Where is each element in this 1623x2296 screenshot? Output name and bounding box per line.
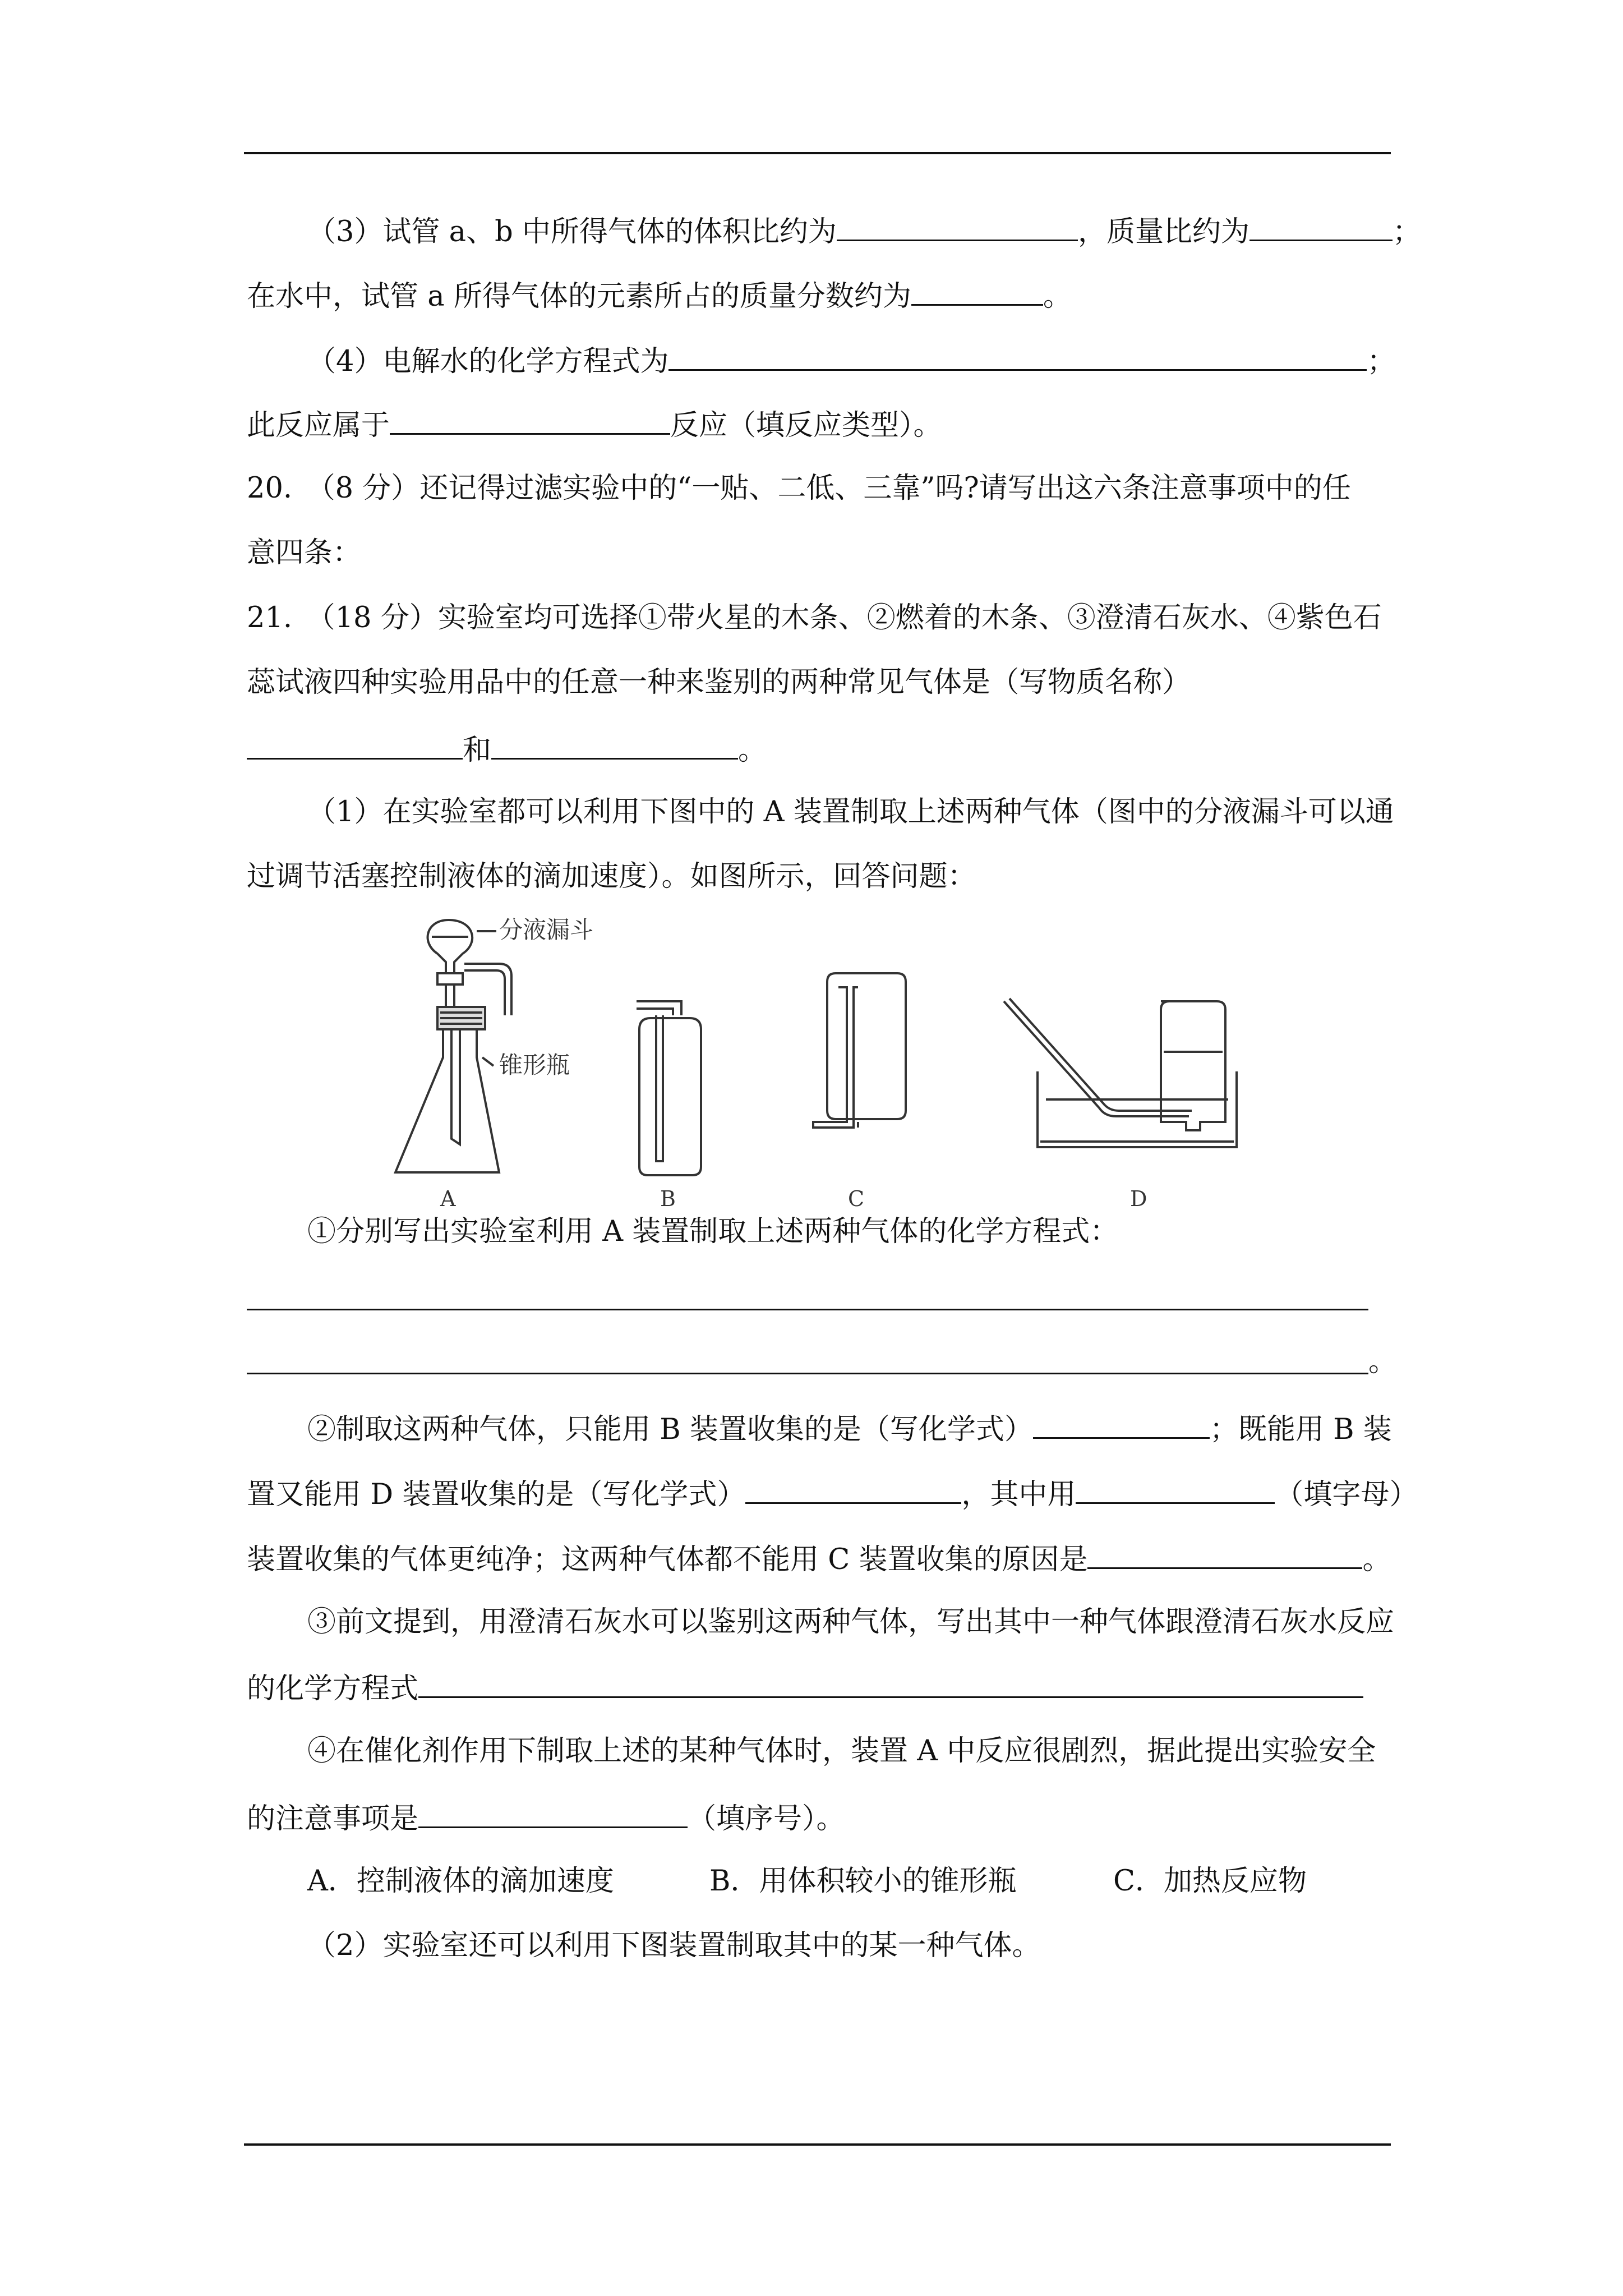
q19-4-line1 — [307, 344, 1395, 376]
sub2-text2: 置又能用 D 装置收集的是（写化学式） — [247, 1478, 746, 1511]
sub2-text1: ②制取这两种气体，只能用 B 装置收集的是（写化学式） — [307, 1413, 1033, 1446]
sub2-text1-mid: ；既能用 B 装 — [1209, 1413, 1392, 1446]
q21-part1-line1: （1）在实验室都可以利用下图中的 A 装置制取上述两种气体（图中的分液漏斗可以通 — [307, 795, 1394, 829]
answer-line-equation-1[interactable] — [247, 1309, 1368, 1310]
answer-blank-letter[interactable] — [1076, 1478, 1275, 1504]
sub2-line2 — [247, 1478, 1418, 1509]
sub2-text2-mid: ，其中用 — [961, 1478, 1076, 1511]
apparatus-c — [813, 973, 906, 1128]
q19-3-end: ； — [1392, 215, 1421, 249]
answer-blank-volume-ratio[interactable] — [837, 215, 1078, 241]
answer-blank-reason[interactable] — [1087, 1543, 1362, 1569]
sub2-text2-end: （填字母） — [1275, 1478, 1418, 1511]
answer-blank-safety-choice[interactable] — [418, 1802, 688, 1828]
answer-blank-reaction-type[interactable] — [390, 408, 670, 435]
q19-3-line1 — [307, 215, 1421, 249]
sub1-text: ①分别写出实验室利用 A 装置制取上述两种气体的化学方程式： — [307, 1215, 1119, 1248]
label-c: C — [848, 1186, 865, 1211]
q21-line1: 21. （18 分）实验室均可选择①带火星的木条、②燃着的木条、③澄清石灰水、④紫色石 — [247, 601, 1382, 634]
label-a: A — [440, 1186, 456, 1211]
answer-blank-limewater-equation[interactable] — [418, 1672, 1363, 1698]
apparatus-d — [1004, 999, 1237, 1147]
label-d: D — [1130, 1186, 1147, 1211]
answer-blank-formula-b-and-d[interactable] — [745, 1478, 961, 1504]
q21-line3 — [247, 733, 767, 765]
sub4-text2: 的注意事项是 — [247, 1802, 419, 1835]
q19-4-text: （4）电解水的化学方程式为 — [307, 345, 669, 378]
q19-3-line2 — [247, 279, 1072, 311]
q19-3-text: （3）试管 a、b 中所得气体的体积比约为 — [307, 215, 837, 249]
sub2-line1 — [307, 1412, 1392, 1444]
q20-line2: 意四条： — [247, 536, 362, 569]
top-rule — [244, 152, 1391, 154]
sub2-text3: 装置收集的气体更纯净；这两种气体都不能用 C 装置收集的原因是 — [247, 1543, 1088, 1576]
apparatus-b — [637, 1001, 701, 1175]
sub2-text3-end: 。 — [1362, 1543, 1391, 1576]
label-funnel: 分液漏斗 — [499, 916, 594, 944]
sub3-line2 — [247, 1672, 1363, 1703]
q19-4-line2 — [247, 408, 942, 440]
q19-4-text2: 此反应属于 — [247, 409, 390, 442]
q19-4-end2: 反应（填反应类型）。 — [670, 409, 942, 442]
sub4-text2-end: （填序号）。 — [688, 1802, 845, 1835]
part2-text: （2）实验室还可以利用下图装置制取其中的某一种气体。 — [307, 1929, 1041, 1962]
label-b: B — [660, 1186, 676, 1211]
option-a: A．控制液体的滴加速度 — [307, 1865, 614, 1898]
answer-blank-formula-b-only[interactable] — [1033, 1412, 1210, 1439]
q21-end: 。 — [738, 734, 767, 767]
answer-blank-mass-ratio[interactable] — [1249, 215, 1393, 241]
q21-line2: 蕊试液四种实验用品中的任意一种来鉴别的两种常见气体是（写物质名称） — [247, 666, 1191, 699]
sub4-line1: ④在催化剂作用下制取上述的某种气体时，装置 A 中反应很剧烈，据此提出实验安全 — [307, 1734, 1376, 1768]
answer-blank-mass-fraction[interactable] — [911, 279, 1043, 306]
label-flask: 锥形瓶 — [499, 1051, 570, 1079]
q21-and: 和 — [463, 734, 492, 767]
q19-3-end2: 。 — [1043, 280, 1072, 313]
sub3-text2: 的化学方程式 — [247, 1672, 419, 1705]
q21-part1-line2: 过调节活塞控制液体的滴加速度）。如图所示，回答问题： — [247, 860, 976, 893]
apparatus-figure — [365, 903, 1290, 1212]
q19-4-end: ； — [1367, 345, 1396, 378]
sub3-line1: ③前文提到，用澄清石灰水可以鉴别这两种气体，写出其中一种气体跟澄清石灰水反应 — [307, 1605, 1395, 1639]
answer-blank-gas-2[interactable] — [491, 733, 738, 760]
sub4-line2 — [247, 1802, 845, 1833]
sub2-line3 — [247, 1543, 1391, 1574]
q19-3-text-mid: ，质量比约为 — [1077, 215, 1249, 249]
q19-3-text2: 在水中，试管 a 所得气体的元素所占的质量分数约为 — [247, 280, 911, 313]
answer-blank-equation[interactable] — [668, 344, 1367, 371]
answer-blank-gas-1[interactable] — [247, 733, 463, 760]
answer-line-equation-2[interactable] — [247, 1373, 1368, 1374]
apparatus-drawing — [365, 903, 1290, 1212]
option-c: C．加热反应物 — [1113, 1865, 1307, 1898]
q20-line1: 20. （8 分）还记得过滤实验中的“一贴、二低、三靠”吗?请写出这六条注意事项中的任 — [247, 472, 1351, 505]
bottom-rule — [244, 2143, 1391, 2146]
sub1-end: 。 — [1368, 1345, 1398, 1378]
option-b: B．用体积较小的锥形瓶 — [709, 1865, 1017, 1898]
apparatus-a — [395, 920, 511, 1172]
